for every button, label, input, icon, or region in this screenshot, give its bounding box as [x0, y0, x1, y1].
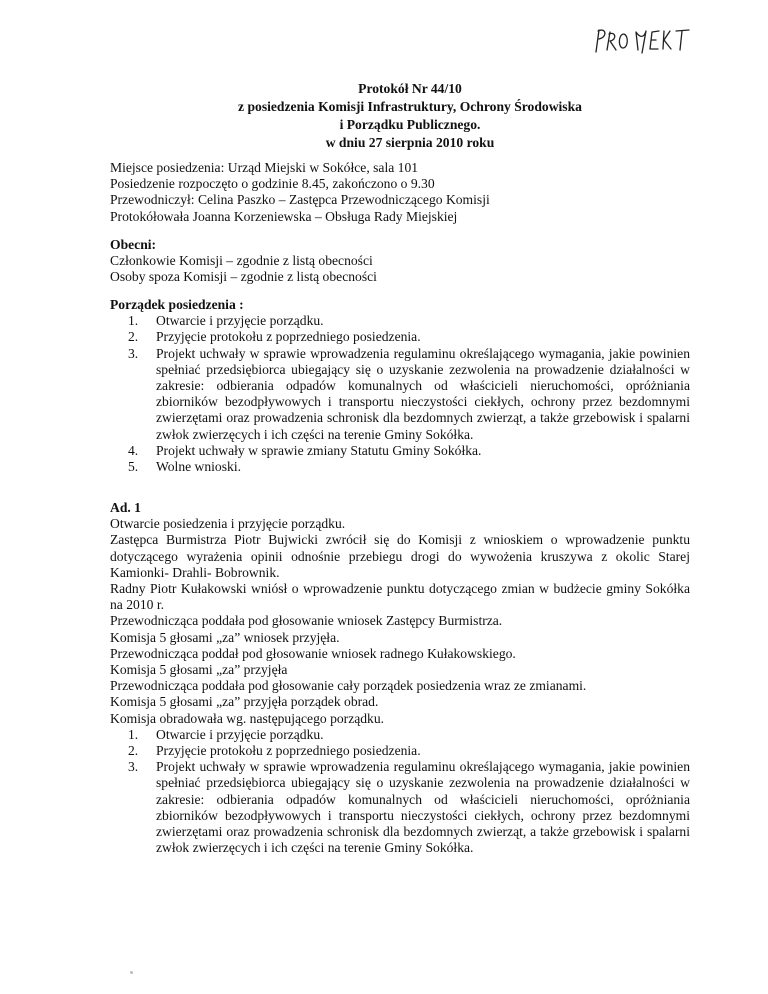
agenda-title: Porządek posiedzenia : [110, 297, 244, 312]
ad1-paragraph: Komisja 5 głosami „za” przyjęła porządek obrad. [110, 694, 379, 710]
agenda-item-number: 5. [128, 459, 139, 475]
committee-name-line2: i Porządku Publicznego. [339, 117, 481, 132]
ad1-agenda-item [110, 743, 690, 759]
handwriting-icon [592, 22, 692, 56]
agenda-item [110, 313, 690, 329]
attendance-guests: Osoby spoza Komisji – zgodnie z listą obecności [110, 269, 377, 285]
committee-name-line1: z posiedzenia Komisji Infrastruktury, Ochrony Środowiska [238, 99, 582, 114]
ad1-paragraph: Komisja obradowała wg. następującego porządku. [110, 710, 385, 726]
meeting-chair: Przewodniczył: Celina Paszko – Zastępca Przewodniczącego Komisji [110, 192, 490, 208]
minutes-taker: Protokółowała Joanna Korzeniewska – Obsługa Rady Miejskiej [110, 208, 458, 224]
agenda-item [110, 346, 690, 443]
attendance-title: Obecni: [110, 237, 157, 252]
ad1-section [110, 500, 690, 856]
agenda-item-text: Otwarcie i przyjęcie porządku. [156, 313, 324, 329]
ad1-agenda-item [110, 727, 690, 743]
ad1-agenda-item [110, 759, 690, 856]
agenda-item [110, 459, 690, 475]
attendance-members: Członkowie Komisji – zgodnie z listą obecności [110, 253, 373, 269]
ad1-paragraph: Radny Piotr Kułakowski wniósł o wprowadzenie punktu dotyczącego zmian w budżecie gminy Sokółka na 2010 r. [110, 581, 690, 613]
protocol-number: Protokół Nr 44/10 [358, 81, 462, 96]
agenda-item [110, 443, 690, 459]
ad1-paragraph: Przewodnicząca poddała pod głosowanie cały porządek posiedzenia wraz ze zmianami. [110, 678, 587, 694]
agenda-item-text: Projekt uchwały w sprawie wprowadzenia regulaminu określającego wymagania, jakie powinien spełniać przedsiębiorca ubiegający się o uzyskanie zezwolenia na prowadzenie działalności w zakresie: odbierania odpadów komunalnych od właścicieli nieruchomości, opróżniania zbiorników bezodpływowych i transportu nieczystości ciekłych, ochrony przez bezdomnymi zwierzętami oraz prowadzenia schronisk dla bezdomnych zwierząt, a także grzebowisk i spalarni zwłok zwierzęcych i ich części na terenie Gminy Sokółka. [156, 345, 690, 442]
ad1-agenda-item-number: 3. [128, 759, 139, 775]
agenda-item-text: Przyjęcie protokołu z poprzedniego posiedzenia. [156, 329, 421, 345]
meeting-date: w dniu 27 sierpnia 2010 roku [325, 135, 495, 150]
ad1-paragraph: Otwarcie posiedzenia i przyjęcie porządku. [110, 516, 346, 532]
ad1-agenda-item-text: Projekt uchwały w sprawie wprowadzenia regulaminu określającego wymagania, jakie powinien spełniać przedsiębiorca ubiegający się o uzyskanie zezwolenia na prowadzenie działalności w zakresie: odbierania odpadów komunalnych od właścicieli nieruchomości, opróżniania zbiorników bezodpływowych i transportu nieczystości ciekłych, ochrony przez bezdomnymi zwierzętami oraz prowadzenia schronisk dla bezdomnych zwierząt, a także grzebowisk i spalarni zwłok zwierzęcych i ich części na terenie Gminy Sokółka. [156, 759, 690, 856]
document-header [150, 80, 670, 152]
agenda-item-number: 2. [128, 329, 139, 345]
agenda-item-number: 1. [128, 313, 139, 329]
ad1-paragraph: Przewodnicząca poddała pod głosowanie wniosek Zastępcy Burmistrza. [110, 613, 503, 629]
handwritten-projekt-mark [592, 22, 692, 61]
ad1-title: Ad. 1 [110, 500, 141, 515]
meeting-place: Miejsce posiedzenia: Urząd Miejski w Sokółce, sala 101 [110, 160, 419, 175]
scan-speck [130, 971, 133, 974]
ad1-agenda-list [110, 727, 690, 857]
ad1-agenda-item-number: 1. [128, 726, 139, 742]
agenda-item-number: 4. [128, 442, 139, 458]
agenda-section [110, 297, 690, 475]
meeting-meta [110, 160, 690, 225]
meeting-time: Posiedzenie rozpoczęto o godzinie 8.45, zakończono o 9.30 [110, 176, 435, 192]
ad1-agenda-item-number: 2. [128, 743, 139, 759]
ad1-agenda-item-text: Otwarcie i przyjęcie porządku. [156, 726, 324, 742]
ad1-paragraph: Komisja 5 głosami „za” wniosek przyjęła. [110, 629, 340, 645]
ad1-paragraph: Przewodnicząca poddał pod głosowanie wniosek radnego Kułakowskiego. [110, 645, 516, 661]
attendance-section [110, 237, 690, 286]
ad1-paragraph: Zastępca Burmistrza Piotr Bujwicki zwrócił się do Komisji z wnioskiem o wprowadzenie punktu dotyczącego wyrażenia opinii odnośnie przebiegu drogi do wywożenia kruszywa z okolic Starej Kamionki- Drahli- Bobrownik. [110, 532, 690, 580]
agenda-item [110, 329, 690, 345]
agenda-item-text: Projekt uchwały w sprawie zmiany Statutu Gminy Sokółka. [156, 442, 482, 458]
agenda-item-number: 3. [128, 345, 139, 361]
ad1-agenda-item-text: Przyjęcie protokołu z poprzedniego posiedzenia. [156, 743, 421, 759]
agenda-list [110, 313, 690, 475]
agenda-item-text: Wolne wnioski. [156, 459, 241, 475]
ad1-paragraph: Komisja 5 głosami „za” przyjęła [110, 662, 288, 678]
